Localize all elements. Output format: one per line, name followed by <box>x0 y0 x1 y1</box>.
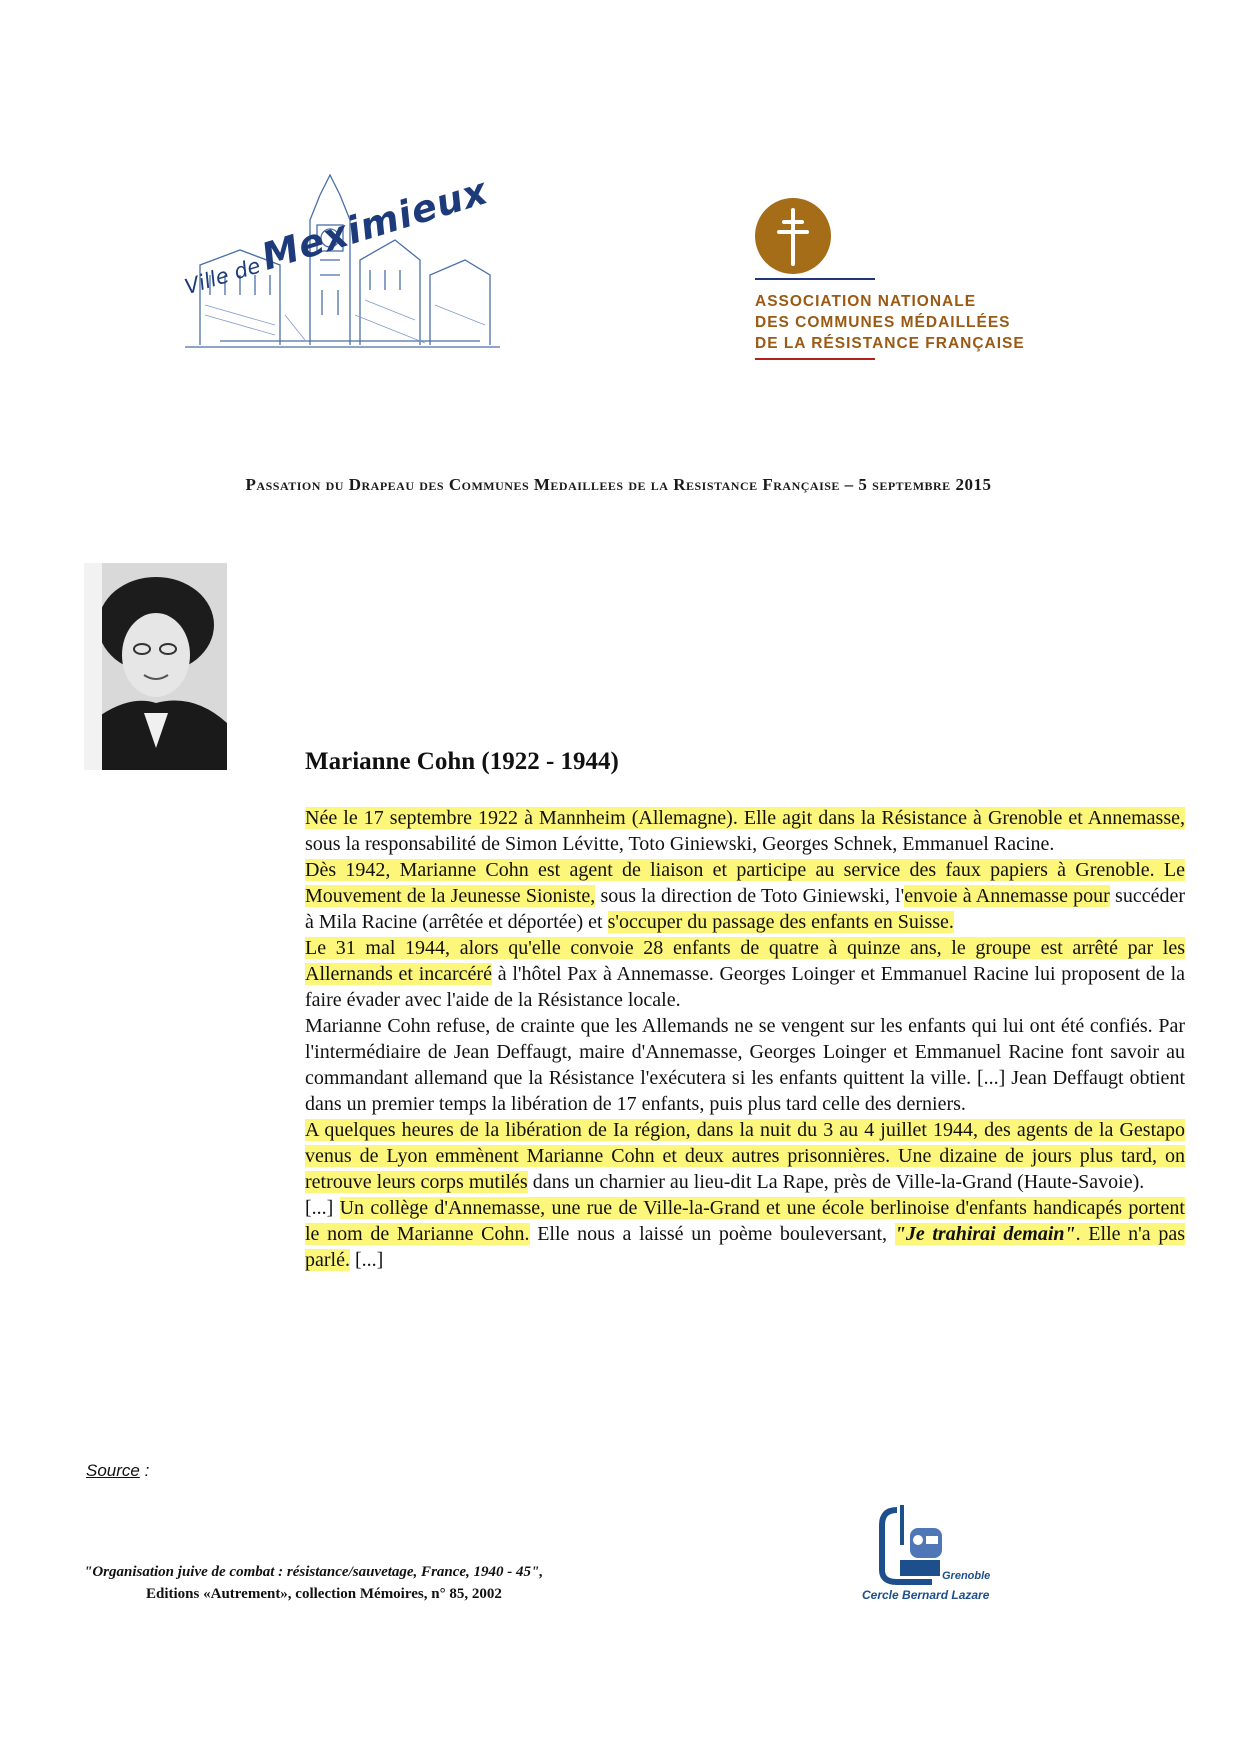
biography <box>305 805 1185 1273</box>
bio-text: sous la responsabilité de Simon Lévitte, Toto Giniewski, Georges Schnek, Emmanuel Racine. <box>305 833 1055 855</box>
bio-paragraph-4: Marianne Cohn refuse, de crainte que les Allemands ne se vengent sur les enfants qui lui ont été confiés. Par l'intermédiaire de Jean Deffaugt, maire d'Annemasse, Georges Loinger et Emmanuel Racine font savoir au commandant allemand que la Résistance l'exécutera si les enfants quittent la ville. [...] Jean Deffaugt obtient dans un premier temps la libération de 17 enfants, puis plus tard celle des derniers. <box>305 1015 1185 1115</box>
source-label-text: Source <box>86 1461 140 1480</box>
ancmrf-name <box>755 291 1025 354</box>
highlighted-text: s'occuper du passage des enfants en Suisse. <box>607 911 954 933</box>
meximieux-logo-name: Meximieux <box>256 169 493 279</box>
highlighted-text: alors qu'elle convoie 28 enfants de quatre à quinze ans, le groupe est arrêté par les Allernands et incarcéré <box>305 937 1185 985</box>
highlighted-text: A quelques heures de la libération de Ia région, dans la nuit du 3 au 4 juillet 1944, des agents de la Gestapo venus de Lyon emmènent Marianne Cohn et deux autres prisonnières. Une dizaine de jours plus tard, on retrouve leurs corps mutilés <box>305 1119 1185 1193</box>
ville-de-meximieux-logo <box>180 165 510 355</box>
ancmrf-line-1: ASSOCIATION NATIONALE <box>755 293 977 310</box>
highlighted-text: Née le 17 septembre 1922 à Mannheim (Allemagne). Elle agit dans la Résistance à Grenoble et Annemasse, <box>305 807 1185 829</box>
cross-of-lorraine-icon <box>755 198 831 274</box>
highlighted-text: envoie à Annemasse pour <box>904 885 1110 907</box>
cbl-city: Grenoble <box>942 1570 991 1582</box>
bio-text: [...] <box>305 1197 340 1219</box>
highlighted-text: . Elle n'a pas parlé. <box>305 1223 1185 1271</box>
bio-text: [...] <box>349 1249 384 1271</box>
bio-text: Elle nous a laissé un poème bouleversant, <box>529 1223 895 1245</box>
bio-paragraph-3 <box>305 935 1185 1013</box>
cercle-bernard-lazare-logo <box>862 1500 1002 1610</box>
cbl-name: Cercle Bernard Lazare <box>862 1588 990 1602</box>
source-label-colon: : <box>139 1461 150 1480</box>
bio-text: succéder à Mila Racine (arrêtée et déportée) et <box>305 885 1186 933</box>
portrait-image <box>84 563 227 770</box>
bio-paragraph-5 <box>305 1117 1185 1195</box>
event-title: Passation du Drapeau des Communes Medaillees de la Resistance Française – 5 septembre 2015 <box>245 475 992 494</box>
bio-paragraph-2 <box>305 857 1185 935</box>
poem-title: "Je trahirai demain" <box>894 1223 1076 1245</box>
citation-publisher: Editions «Autrement», collection Mémoires, n° 85, 2002 <box>146 1586 502 1602</box>
ancmrf-logo <box>745 198 1065 376</box>
meximieux-logo-prefix: Ville de <box>181 253 264 300</box>
bio-paragraph-1 <box>305 805 1185 857</box>
cross-of-lorraine-medal <box>755 198 831 274</box>
highlighted-text: Le 31 mal 1944, <box>305 937 451 959</box>
person-heading: Marianne Cohn (1922 - 1944) <box>305 748 619 775</box>
highlighted-text: Un collège d'Annemasse, une rue de Ville-la-Grand et une école berlinoise d'enfants handicapés portent le nom de Marianne Cohn. <box>305 1197 1185 1245</box>
bio-text: à l'hôtel Pax à Annemasse. Georges Loinger et Emmanuel Racine lui proposent de la faire évader avec l'aide de la Résistance locale. <box>305 963 1185 1011</box>
citation-title: "Organisation juive de combat : résistance/sauvetage, France, 1940 - 45", <box>84 1564 544 1580</box>
bio-text: dans un charnier au lieu-dit La Rape, près de Ville-la-Grand (Haute-Savoie). <box>527 1171 1145 1193</box>
highlighted-text: Dès 1942, Marianne Cohn est agent de liaison et participe au service des faux papiers à Grenoble. Le Mouvement de la Jeunesse Sioniste, <box>305 859 1185 907</box>
ancmrf-line-3: DE LA RÉSISTANCE FRANÇAISE <box>755 335 1025 352</box>
ancmrf-line-2: DES COMMUNES MÉDAILLÉES <box>755 314 1011 331</box>
bio-paragraph-6 <box>305 1195 1185 1273</box>
source-label <box>86 1461 149 1481</box>
ancmrf-blue-bar <box>755 278 875 280</box>
ancmrf-red-bar <box>755 358 875 360</box>
citation <box>84 1561 543 1605</box>
bio-text: sous la direction de Toto Giniewski, l' <box>595 885 905 907</box>
portrait-photo <box>84 563 227 770</box>
